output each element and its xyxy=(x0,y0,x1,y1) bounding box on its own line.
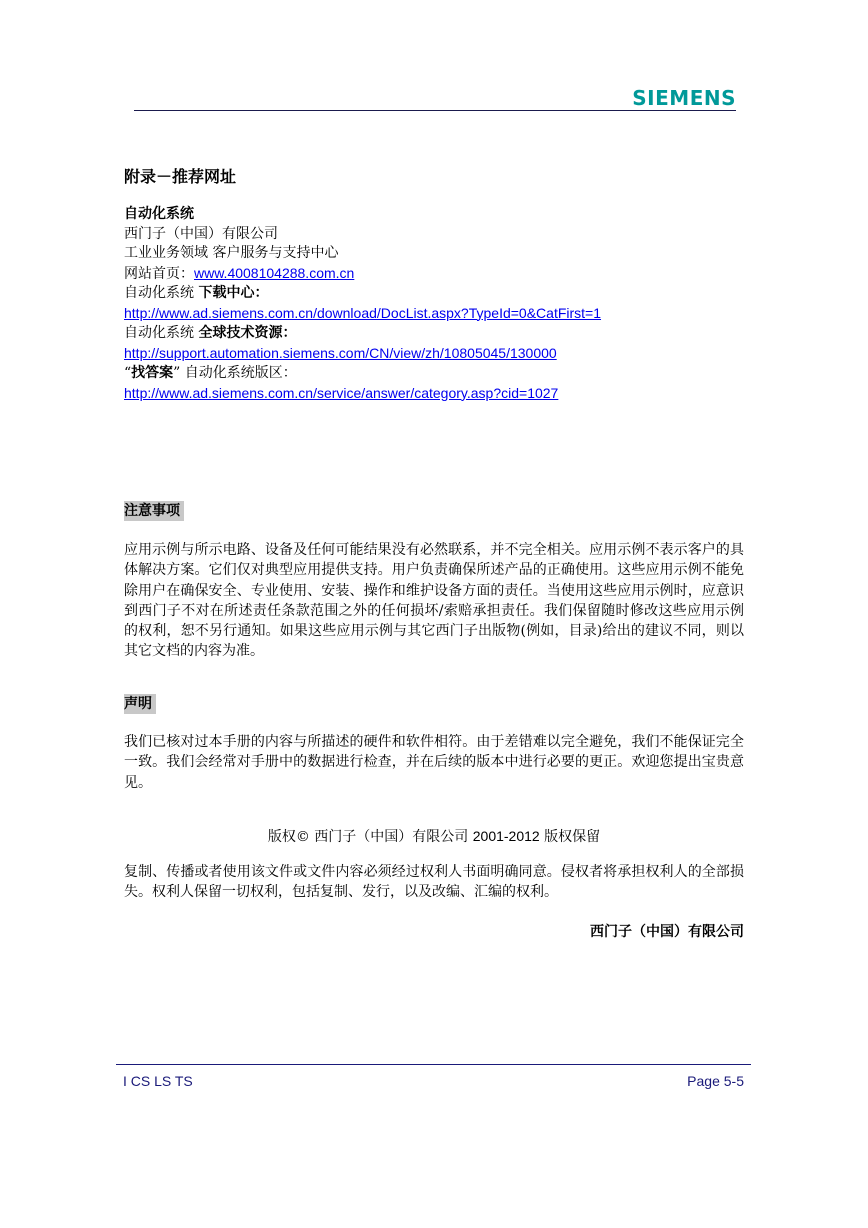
download-line xyxy=(124,284,744,304)
footer-department: I CS LS TS xyxy=(123,1073,193,1089)
website-link[interactable]: www.4008104288.com.cn xyxy=(194,264,355,281)
download-link[interactable]: http://www.ad.siemens.com.cn/download/DocList.aspx?TypeId=0&CatFirst=1 xyxy=(124,304,602,321)
website-label: 网站首页： xyxy=(124,265,194,282)
automation-heading: 自动化系统 xyxy=(124,206,194,222)
download-prefix: 自动化系统 xyxy=(124,285,199,301)
answers-suffix: ” 自动化系统版区： xyxy=(173,365,297,381)
company-signature: 西门子（中国）有限公司 xyxy=(590,924,744,940)
statement-heading: 声明 xyxy=(124,694,156,714)
copyright-line xyxy=(124,826,744,846)
footer-page-number: Page 5-5 xyxy=(687,1073,744,1089)
company-name: 西门子（中国）有限公司 xyxy=(124,225,278,242)
download-url-line xyxy=(124,304,744,325)
notice-paragraph: 应用示例与所示电路、设备及任何可能结果没有必然联系，并不完全相关。应用示例不表示客户的具体解决方案。它们仅对典型应用提供支持。用户负责确保所述产品的正确使用。这些应用示例不能免除用户在确保安全、专业使用、安装、操作和维护设备方面的责任。当使用这些应用示例时，应意识到西门子不对在所述责任条款范围之外的任何损坏/索赔承担责任。我们保留随时修改这些应用示例的权利，恕不另行通知。如果这些应用示例与其它西门子出版物(例如，目录)给出的建议不同，则以其它文档的内容为准。 xyxy=(124,542,744,660)
statement-paragraph: 我们已核对过本手册的内容与所描述的硬件和软件相符。由于差错难以完全避免，我们不能保证完全一致。我们会经常对手册中的数据进行检查，并在后续的版本中进行必要的更正。欢迎您提出宝贵意见。 xyxy=(124,734,744,791)
footer-rule xyxy=(116,1064,751,1065)
website-line xyxy=(124,264,744,285)
recommended-sites-block xyxy=(124,205,744,404)
copyright-years: 2001-2012 xyxy=(472,828,540,844)
notice-heading: 注意事项 xyxy=(124,501,184,521)
support-prefix: 自动化系统 xyxy=(124,325,199,341)
support-label: 全球技术资源： xyxy=(198,325,297,341)
download-label: 下载中心： xyxy=(198,285,269,301)
answers-line xyxy=(124,364,744,384)
copyright-prefix: 版权© 西门子（中国）有限公司 xyxy=(267,829,473,845)
support-url-line xyxy=(124,344,744,365)
answers-quote-open: “ xyxy=(124,365,132,381)
reproduction-paragraph: 复制、传播或者使用该文件或文件内容必须经过权利人书面明确同意。侵权者将承担权利人的全部损失。权利人保留一切权利，包括复制、发行，以及改编、汇编的权利。 xyxy=(124,864,744,901)
header-rule xyxy=(134,110,736,111)
answers-url-line xyxy=(124,384,744,405)
department-name: 工业业务领域 客户服务与支持中心 xyxy=(124,245,339,261)
siemens-logo: SIEMENS xyxy=(632,86,736,110)
support-link[interactable]: http://support.automation.siemens.com/CN/view/zh/10805045/130000 xyxy=(124,344,557,361)
answers-link[interactable]: http://www.ad.siemens.com.cn/service/answer/category.asp?cid=1027 xyxy=(124,384,559,401)
copyright-suffix: 版权保留 xyxy=(539,829,601,845)
support-line xyxy=(124,324,744,344)
answers-label: 找答案 xyxy=(131,365,174,381)
page-title: 附录－推荐网址 xyxy=(124,167,237,186)
